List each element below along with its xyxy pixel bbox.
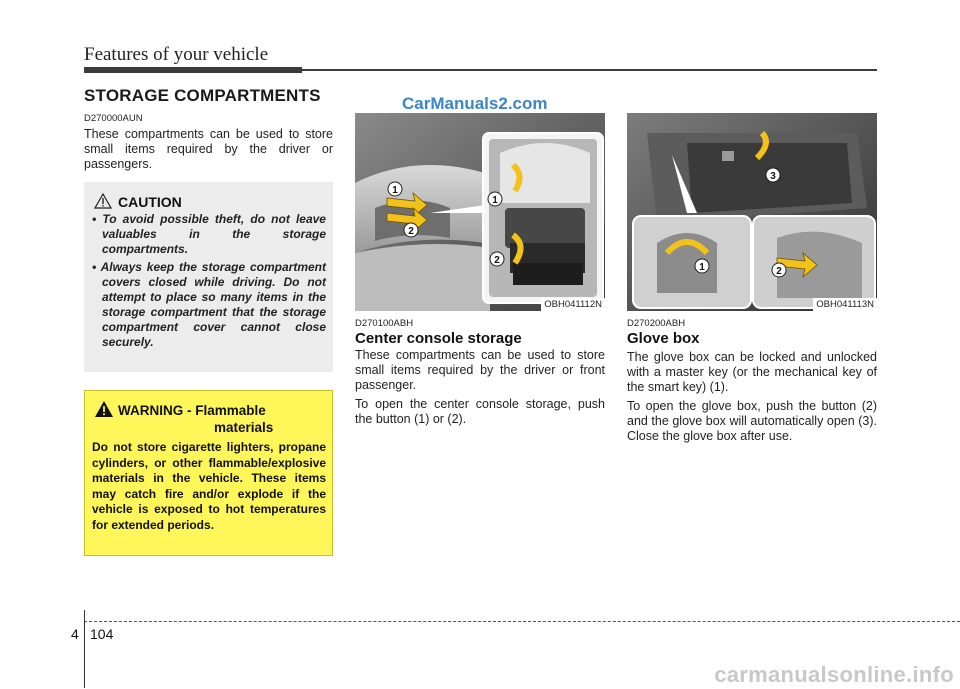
console-photo — [355, 113, 605, 311]
glovebox-photo-illustration — [627, 113, 877, 311]
warning-subtitle: materials — [214, 420, 274, 435]
console-callout: 2 — [494, 255, 500, 266]
glovebox-callout: 1 — [699, 262, 705, 273]
caution-list — [90, 212, 326, 353]
console-paragraph: To open the center console storage, push the button (1) or (2). — [355, 397, 605, 426]
glovebox-code: D270200ABH — [627, 318, 686, 329]
glovebox-heading: Glove box — [627, 330, 700, 347]
glovebox-paragraph: The glove box can be locked and unlocked with a master key (or the mechanical key of the smart key) (1). — [627, 350, 877, 394]
console-body — [355, 348, 605, 431]
warning-title: WARNING - Flammable — [118, 403, 266, 418]
glovebox-callout: 3 — [770, 171, 776, 182]
glovebox-body — [627, 350, 877, 448]
console-callout: 1 — [392, 185, 398, 196]
console-photo-illustration — [355, 113, 605, 311]
caution-item: • To avoid possible theft, do not leave valuables in the storage compartments. — [92, 212, 326, 256]
glovebox-photo-caption: OBH041113N — [813, 298, 877, 311]
warning-text: Do not store cigarette lighters, propane cylinders, or other flammable/explosive materials in the vehicle. These items may catch fire and/or explode if the vehicle is exposed to hot temperatures for extended periods. — [92, 440, 326, 532]
glovebox-paragraph: To open the glove box, push the button (2) and the glove box will automatically open (3). Close the glove box after use. — [627, 399, 877, 443]
console-callout: 1 — [492, 195, 498, 206]
header-rule-thin — [302, 69, 877, 71]
caution-item: • Always keep the storage compartment covers closed while driving. Do not attempt to place so many items in the storage compartment that the storage compartment cover cannot close securely. — [92, 260, 326, 349]
page-header-title: Features of your vehicle — [84, 44, 269, 65]
page-number: 104 — [90, 626, 114, 642]
console-heading: Center console storage — [355, 330, 522, 347]
header-rule-thick — [84, 67, 302, 73]
section-code: D270000AUN — [84, 113, 143, 124]
glovebox-callout: 2 — [776, 266, 782, 277]
console-photo-caption: OBH041112N — [541, 298, 605, 311]
console-callout: 2 — [408, 226, 414, 237]
console-code: D270100ABH — [355, 318, 414, 329]
caution-title: CAUTION — [118, 194, 182, 210]
caution-warning-icon — [94, 193, 112, 209]
footer-divider — [84, 621, 960, 622]
footer-vertical-rule — [84, 610, 85, 688]
footer-site-link[interactable]: carmanualsonline.info — [714, 662, 954, 687]
console-paragraph: These compartments can be used to store small items required by the driver or front passenger. — [355, 348, 605, 392]
warning-icon — [94, 400, 114, 418]
section-intro: These compartments can be used to store small items required by the driver or passengers. — [84, 127, 333, 171]
chapter-number: 4 — [71, 626, 79, 642]
glovebox-photo — [627, 113, 877, 311]
section-heading: STORAGE COMPARTMENTS — [84, 86, 321, 105]
watermark-link[interactable]: CarManuals2.com — [402, 94, 548, 113]
